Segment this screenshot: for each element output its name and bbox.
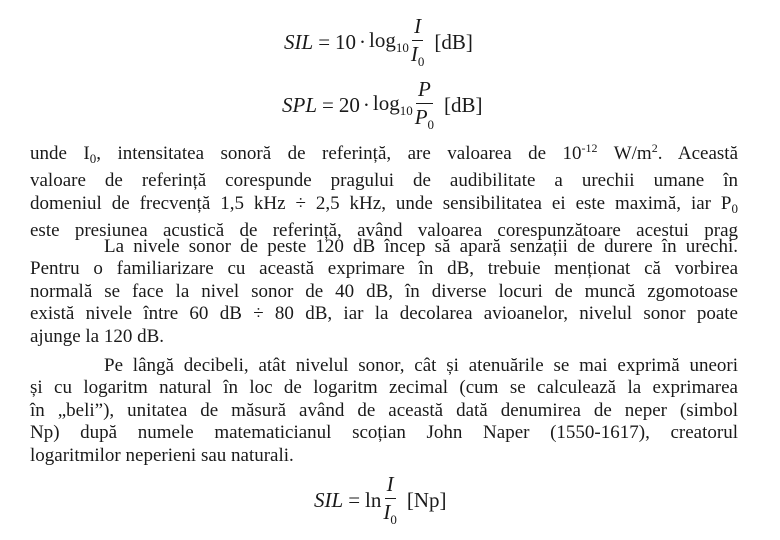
text-line (30, 137, 738, 170)
paragraph-sound-levels (30, 236, 738, 348)
fraction-denominator (415, 104, 434, 131)
text-line: normală se face la nivel sonor de 40 dB, în diverse locuri de muncă zgomotoase (30, 280, 738, 302)
formula-log (373, 93, 413, 117)
fraction-numerator: I (412, 16, 423, 41)
formula-equals: = (322, 92, 334, 117)
text-line: logaritmilor neperieni sau naturali. (30, 444, 294, 466)
formula-dot: · (362, 92, 370, 117)
fraction-numerator: P (416, 79, 433, 104)
text-fragment: , intensitatea sonoră de referință, are valoarea de 10 (96, 143, 582, 164)
denominator-symbol: I (383, 500, 391, 524)
text-line: Pe lângă decibeli, atât nivelul sonor, cât și atenuările se mai exprimă uneori (104, 355, 738, 376)
formula-equals: = (318, 29, 331, 54)
subscript: 0 (731, 200, 738, 216)
text-fragment: W/m (597, 143, 652, 164)
text-line: și cu logaritm natural în loc de logaritm zecimal (cum se calculează la exprimarea (30, 377, 738, 399)
formula-fraction (383, 474, 397, 526)
formula-spl-db (282, 79, 483, 131)
superscript: 2 (651, 141, 658, 155)
text-line (30, 193, 738, 220)
log-label: log (369, 28, 396, 52)
formula-fraction (411, 16, 425, 68)
denominator-symbol: I (410, 42, 418, 66)
formula-sil-db (284, 16, 473, 68)
denominator-subscript: 0 (417, 54, 425, 69)
text-line: este presiunea acustică de referință, având valoarea corespunzătoare acestui prag (30, 220, 738, 242)
formula-coefficient: 10 (335, 29, 357, 54)
text-fragment: . Această (657, 143, 738, 164)
formula-sil-np (314, 474, 447, 526)
subscript: 0 (89, 151, 97, 166)
formula-equals: = (348, 487, 361, 512)
text-line: valoare de referință corespunde pragului de audibilitate a urechii umane în (30, 170, 738, 192)
denominator-symbol: P (414, 105, 428, 129)
log-base: 10 (395, 40, 409, 55)
formula-log (369, 30, 409, 54)
text-line: Pentru o familiarizare cu această exprimare în dB, trebuie menționat că vorbirea (30, 258, 738, 280)
text-line: există nivele între 60 dB ÷ 80 dB, iar la decolarea avioanelor, nivelul sonor poate (30, 303, 738, 325)
text-line: ajunge la 120 dB. (30, 325, 165, 347)
formula-dot: · (359, 29, 367, 54)
formula-unit: [Np] (406, 487, 447, 512)
formula-lhs: SPL (282, 92, 318, 117)
text-line: Np) după numele matematicianul scoțian John Naper (1550-1617), creatorul (30, 422, 738, 444)
fraction-numerator: I (385, 474, 396, 499)
denominator-subscript: 0 (427, 117, 435, 132)
denominator-subscript: 0 (390, 512, 397, 527)
formula-lhs: SIL (284, 29, 314, 54)
formula-lhs: SIL (314, 487, 344, 512)
log-label: log (372, 91, 400, 115)
log-base: 10 (399, 103, 413, 118)
paragraph-reference-values (30, 137, 738, 243)
text-line: La nivele sonor de peste 120 dB încep să apară senzații de durere în urechi. (104, 236, 738, 257)
formula-unit: [dB] (434, 29, 473, 54)
paragraph-neper (30, 355, 738, 467)
formula-unit: [dB] (444, 92, 483, 117)
fraction-denominator (383, 499, 397, 526)
formula-fraction (415, 79, 434, 131)
formula-coefficient: 20 (338, 92, 360, 117)
text-fragment: unde I (30, 143, 90, 164)
superscript: -12 (581, 141, 598, 155)
text-fragment: domeniul de frecvență 1,5 kHz ÷ 2,5 kHz, unde sensibilitatea ei este maximă, iar P (30, 192, 732, 214)
formula-ln: ln (365, 487, 382, 512)
fraction-denominator (411, 41, 425, 68)
text-line: în „beli”), unitatea de măsură având de această dată denumirea de neper (simbol (30, 399, 738, 421)
